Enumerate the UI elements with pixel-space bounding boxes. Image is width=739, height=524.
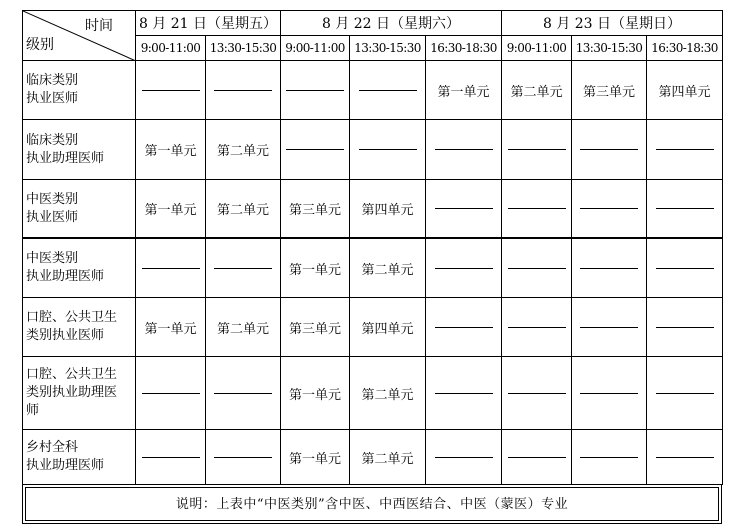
empty-dash: [214, 393, 272, 394]
time-slot-2: 9:00-11:00: [281, 36, 350, 61]
unit-label: 第二单元: [217, 203, 270, 218]
row-label-line: 执业助理医师: [26, 150, 105, 166]
schedule-cell: [572, 238, 647, 298]
schedule-cell: [136, 430, 206, 485]
schedule-cell: [206, 180, 281, 239]
unit-label: 第一单元: [289, 451, 342, 467]
row-label-line: 执业助理医师: [26, 458, 105, 473]
row-label: [23, 238, 136, 298]
empty-dash: [656, 268, 714, 269]
schedule-cell: [572, 180, 647, 239]
schedule-cell: [350, 120, 426, 180]
schedule-cell: [136, 357, 206, 430]
schedule-cell: [502, 238, 572, 298]
schedule-cell: [572, 120, 647, 180]
table-row: [23, 238, 723, 298]
table-row: [23, 180, 723, 239]
schedule-cell: [281, 298, 350, 357]
unit-label: 第二单元: [510, 84, 563, 100]
unit-label: 第二单元: [217, 144, 270, 159]
date-header-0: 8 月 21 日（星期五）: [136, 11, 281, 36]
unit-label: 第四单元: [658, 84, 711, 100]
row-label: [23, 430, 136, 485]
empty-dash: [508, 457, 566, 458]
row-label-line: 类别执业助理医: [26, 385, 118, 400]
schedule-cell: [281, 238, 350, 298]
row-label: [23, 357, 136, 430]
header-corner: [23, 11, 136, 61]
row-label-line: 临床类别: [26, 132, 79, 148]
unit-label: 第一单元: [144, 321, 197, 337]
empty-dash: [142, 457, 200, 458]
empty-dash: [656, 149, 714, 150]
corner-level-label: 级别: [26, 37, 54, 53]
schedule-cell: [426, 298, 502, 357]
row-label-line: 师: [26, 403, 40, 418]
schedule-cell: [647, 430, 723, 485]
schedule-cell: [206, 61, 281, 120]
row-label-line: 临床类别: [26, 73, 79, 88]
schedule-cell: [426, 357, 502, 430]
empty-dash: [359, 149, 417, 150]
row-label: [23, 180, 136, 239]
schedule-cell: [350, 238, 426, 298]
note-text: 说明：上表中“中医类别”含中医、中西医结合、中医（蒙医）专业: [25, 487, 719, 521]
empty-dash: [508, 149, 566, 150]
empty-dash: [214, 268, 272, 269]
table-row: [23, 61, 723, 120]
schedule-cell: [350, 357, 426, 430]
date-header-1: 8 月 22 日（星期六）: [281, 11, 502, 36]
empty-dash: [435, 268, 493, 269]
schedule-cell: [206, 298, 281, 357]
schedule-cell: [426, 61, 502, 120]
schedule-cell: [206, 238, 281, 298]
row-label-line: 执业医师: [26, 209, 79, 225]
empty-dash: [580, 393, 638, 394]
row-label-line: 类别执业医师: [26, 328, 105, 343]
unit-label: 第一单元: [289, 262, 342, 278]
row-label-line: 执业助理医师: [26, 269, 105, 284]
schedule-cell: [206, 357, 281, 430]
schedule-cell: [502, 61, 572, 120]
time-slot-1: 13:30-15:30: [206, 36, 281, 61]
empty-dash: [580, 208, 638, 209]
empty-dash: [435, 327, 493, 328]
schedule-cell: [281, 357, 350, 430]
empty-dash: [580, 149, 638, 150]
schedule-cell: [572, 430, 647, 485]
row-label-line: 中医类别: [26, 191, 79, 207]
unit-label: 第四单元: [361, 321, 414, 337]
schedule-table: [22, 10, 723, 485]
schedule-cell: [572, 357, 647, 430]
exam-schedule: [22, 10, 722, 524]
empty-dash: [580, 268, 638, 269]
schedule-cell: [281, 61, 350, 120]
unit-label: 第二单元: [361, 451, 414, 467]
empty-dash: [656, 327, 714, 328]
schedule-cell: [647, 357, 723, 430]
time-slot-5: 9:00-11:00: [502, 36, 572, 61]
schedule-cell: [136, 298, 206, 357]
empty-dash: [656, 208, 714, 209]
schedule-cell: [206, 120, 281, 180]
schedule-cell: [647, 61, 723, 120]
unit-label: 第一单元: [437, 84, 490, 100]
empty-dash: [508, 268, 566, 269]
empty-dash: [580, 327, 638, 328]
empty-dash: [435, 393, 493, 394]
empty-dash: [580, 457, 638, 458]
row-label-line: 口腔、公共卫生: [26, 310, 118, 325]
schedule-cell: [572, 61, 647, 120]
schedule-cell: [572, 298, 647, 357]
unit-label: 第一单元: [144, 203, 197, 218]
schedule-cell: [426, 238, 502, 298]
corner-time-label: 时间: [85, 18, 113, 34]
schedule-cell: [136, 61, 206, 120]
empty-dash: [656, 393, 714, 394]
empty-dash: [508, 393, 566, 394]
schedule-cell: [426, 430, 502, 485]
schedule-cell: [647, 120, 723, 180]
schedule-cell: [281, 120, 350, 180]
row-label: [23, 61, 136, 120]
time-slot-6: 13:30-15:30: [572, 36, 647, 61]
row-label-line: 中医类别: [26, 251, 79, 266]
time-slot-3: 13:30-15:30: [350, 36, 426, 61]
row-label-line: 执业医师: [26, 91, 79, 106]
unit-label: 第三单元: [583, 84, 636, 100]
schedule-cell: [502, 357, 572, 430]
unit-label: 第一单元: [144, 144, 197, 159]
schedule-cell: [136, 238, 206, 298]
schedule-cell: [206, 430, 281, 485]
schedule-cell: [502, 430, 572, 485]
empty-dash: [656, 457, 714, 458]
schedule-cell: [502, 180, 572, 239]
empty-dash: [435, 457, 493, 458]
empty-dash: [286, 149, 344, 150]
row-label: [23, 298, 136, 357]
unit-label: 第二单元: [361, 387, 414, 403]
schedule-cell: [281, 180, 350, 239]
table-row: [23, 298, 723, 357]
empty-dash: [142, 268, 200, 269]
empty-dash: [435, 208, 493, 209]
schedule-cell: [502, 120, 572, 180]
schedule-cell: [647, 238, 723, 298]
empty-dash: [435, 149, 493, 150]
empty-dash: [214, 90, 272, 91]
table-row: [23, 430, 723, 485]
unit-label: 第一单元: [289, 387, 342, 403]
unit-label: 第三单元: [289, 203, 342, 218]
schedule-cell: [350, 430, 426, 485]
schedule-cell: [426, 120, 502, 180]
row-label-line: 口腔、公共卫生: [26, 367, 118, 382]
date-header-2: 8 月 23 日（星期日）: [502, 11, 723, 36]
unit-label: 第三单元: [289, 321, 342, 337]
table-row: [23, 357, 723, 430]
empty-dash: [286, 90, 344, 91]
row-label-line: 乡村全科: [26, 440, 79, 455]
time-slot-4: 16:30-18:30: [426, 36, 502, 61]
empty-dash: [508, 327, 566, 328]
schedule-cell: [350, 180, 426, 239]
schedule-cell: [502, 298, 572, 357]
row-label: [23, 120, 136, 180]
schedule-cell: [350, 61, 426, 120]
empty-dash: [214, 457, 272, 458]
empty-dash: [359, 90, 417, 91]
schedule-cell: [647, 298, 723, 357]
schedule-cell: [136, 180, 206, 239]
unit-label: 第二单元: [361, 262, 414, 278]
empty-dash: [142, 393, 200, 394]
schedule-cell: [281, 430, 350, 485]
schedule-cell: [136, 120, 206, 180]
time-slot-0: 9:00-11:00: [136, 36, 206, 61]
schedule-cell: [647, 180, 723, 239]
note-box: [22, 484, 722, 524]
unit-label: 第二单元: [217, 321, 270, 337]
schedule-cell: [350, 298, 426, 357]
time-slot-7: 16:30-18:30: [647, 36, 723, 61]
table-row: [23, 120, 723, 180]
empty-dash: [142, 90, 200, 91]
schedule-cell: [426, 180, 502, 239]
unit-label: 第四单元: [361, 203, 414, 218]
empty-dash: [508, 208, 566, 209]
